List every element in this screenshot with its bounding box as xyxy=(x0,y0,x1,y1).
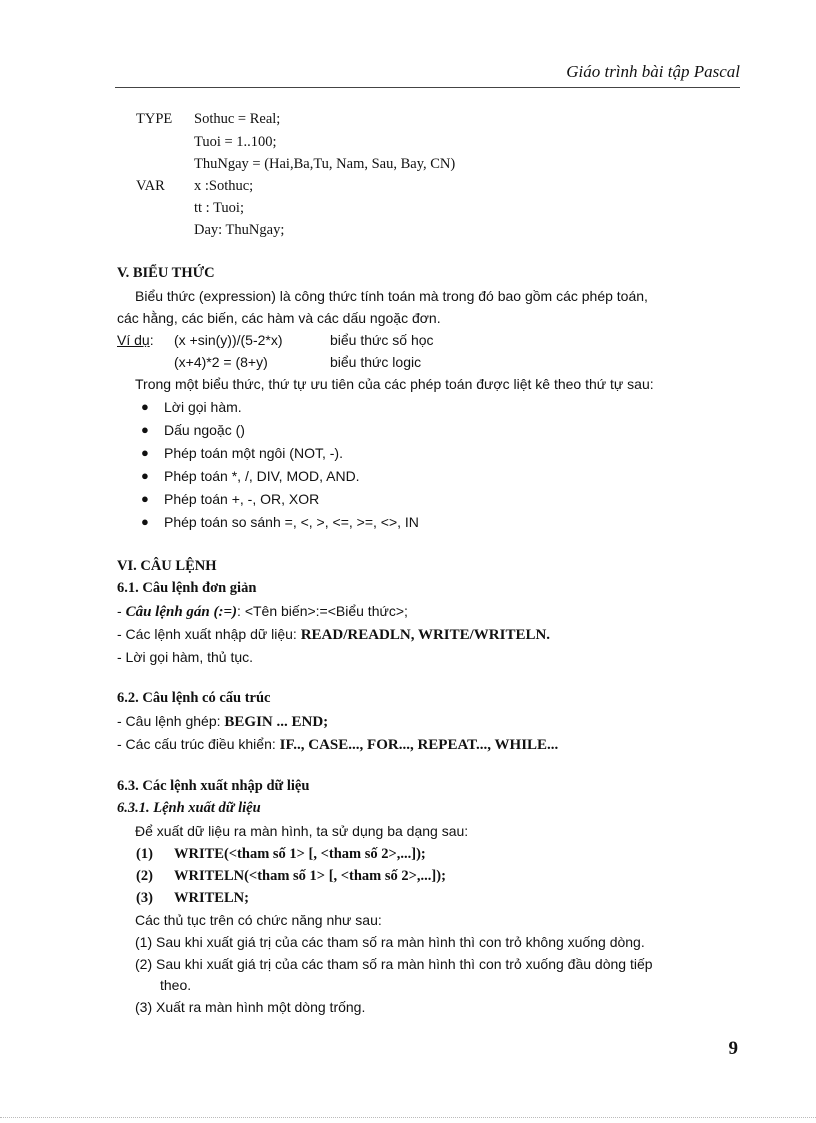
function-item: (1) Sau khi xuất giá trị của các tham số ra màn hình thì con trỏ không xuống dòng. xyxy=(135,934,645,950)
var-line: tt : Tuoi; xyxy=(194,200,244,216)
var-line: x :Sothuc; xyxy=(194,178,254,194)
statement-line: - Các cấu trúc điều khiển: IF.., CASE..., FOR..., REPEAT..., WHILE... xyxy=(117,736,559,753)
subsection-heading: 6.2. Câu lệnh có cấu trúc xyxy=(117,690,271,706)
list-item: Phép toán so sánh =, <, >, <=, >=, <>, IN xyxy=(164,514,419,530)
bullet-icon: ● xyxy=(141,514,149,529)
subsection-heading: 6.3. Các lệnh xuất nhập dữ liệu xyxy=(117,778,310,794)
list-item: Lời gọi hàm. xyxy=(164,399,242,415)
form-number: (2) xyxy=(136,868,153,884)
paragraph: Để xuất dữ liệu ra màn hình, ta sử dụng ba dạng sau: xyxy=(135,823,469,839)
bullet-icon: ● xyxy=(141,399,149,414)
subsection-heading: 6.1. Câu lệnh đơn giản xyxy=(117,580,257,596)
list-item: Phép toán +, -, OR, XOR xyxy=(164,491,320,507)
section-heading-vi: VI. CÂU LỆNH xyxy=(117,558,217,574)
list-item: Phép toán *, /, DIV, MOD, AND. xyxy=(164,468,360,484)
statement-line: - Lời gọi hàm, thủ tục. xyxy=(117,649,254,665)
example-description: biểu thức logic xyxy=(330,354,422,370)
example-expression: (x+4)*2 = (8+y) xyxy=(174,354,268,370)
type-line: Tuoi = 1..100; xyxy=(194,134,277,150)
type-keyword: TYPE xyxy=(136,111,173,127)
form-number: (1) xyxy=(136,846,153,862)
statement-line: - Các lệnh xuất nhập dữ liệu: READ/READLN, WRITE/WRITELN. xyxy=(117,626,551,643)
page-edge-rule xyxy=(0,1117,816,1118)
example-line-1: Ví dụ: xyxy=(117,332,154,348)
paragraph: Biểu thức (expression) là công thức tính toán mà trong đó bao gồm các phép toán, xyxy=(135,288,648,304)
type-line: Sothuc = Real; xyxy=(194,111,281,127)
paragraph: Trong một biểu thức, thứ tự ưu tiên của các phép toán được liệt kê theo thứ tự sau: xyxy=(135,376,654,392)
bullet-icon: ● xyxy=(141,468,149,483)
bullet-icon: ● xyxy=(141,491,149,506)
paragraph: các hằng, các biến, các hàm và các dấu ngoặc đơn. xyxy=(117,310,441,326)
bullet-icon: ● xyxy=(141,445,149,460)
running-header: Giáo trình bài tập Pascal xyxy=(566,62,740,81)
function-item-continuation: theo. xyxy=(160,977,192,993)
section-heading-v: V. BIỂU THỨC xyxy=(117,265,215,281)
example-description: biểu thức số học xyxy=(330,332,434,348)
form-syntax: WRITE(<tham số 1> [, <tham số 2>,...]); xyxy=(174,846,426,862)
statement-line: - Câu lệnh ghép: BEGIN ... END; xyxy=(117,713,329,730)
bullet-icon: ● xyxy=(141,422,149,437)
assign-label: Câu lệnh gán (:=) xyxy=(125,604,238,620)
example-label: Ví dụ xyxy=(117,332,150,348)
list-item: Phép toán một ngôi (NOT, -). xyxy=(164,445,343,461)
header-rule xyxy=(115,87,740,88)
form-number: (3) xyxy=(136,890,153,906)
function-item: (2) Sau khi xuất giá trị của các tham số ra màn hình thì con trỏ xuống đầu dòng tiếp xyxy=(135,956,653,972)
page-number: 9 xyxy=(728,1038,738,1059)
type-line: ThuNgay = (Hai,Ba,Tu, Nam, Sau, Bay, CN) xyxy=(194,156,456,172)
var-keyword: VAR xyxy=(136,178,165,194)
function-item: (3) Xuất ra màn hình một dòng trống. xyxy=(135,999,366,1015)
statement-line: - Câu lệnh gán (:=): <Tên biến>:=<Biểu thức>; xyxy=(117,603,408,620)
example-expression: (x +sin(y))/(5-2*x) xyxy=(174,332,283,348)
form-syntax: WRITELN(<tham số 1> [, <tham số 2>,...]); xyxy=(174,868,446,884)
subsubsection-heading: 6.3.1. Lệnh xuất dữ liệu xyxy=(117,800,261,816)
list-item: Dấu ngoặc () xyxy=(164,422,245,438)
var-line: Day: ThuNgay; xyxy=(194,222,285,238)
form-syntax: WRITELN; xyxy=(174,890,249,906)
paragraph: Các thủ tục trên có chức năng như sau: xyxy=(135,912,382,928)
